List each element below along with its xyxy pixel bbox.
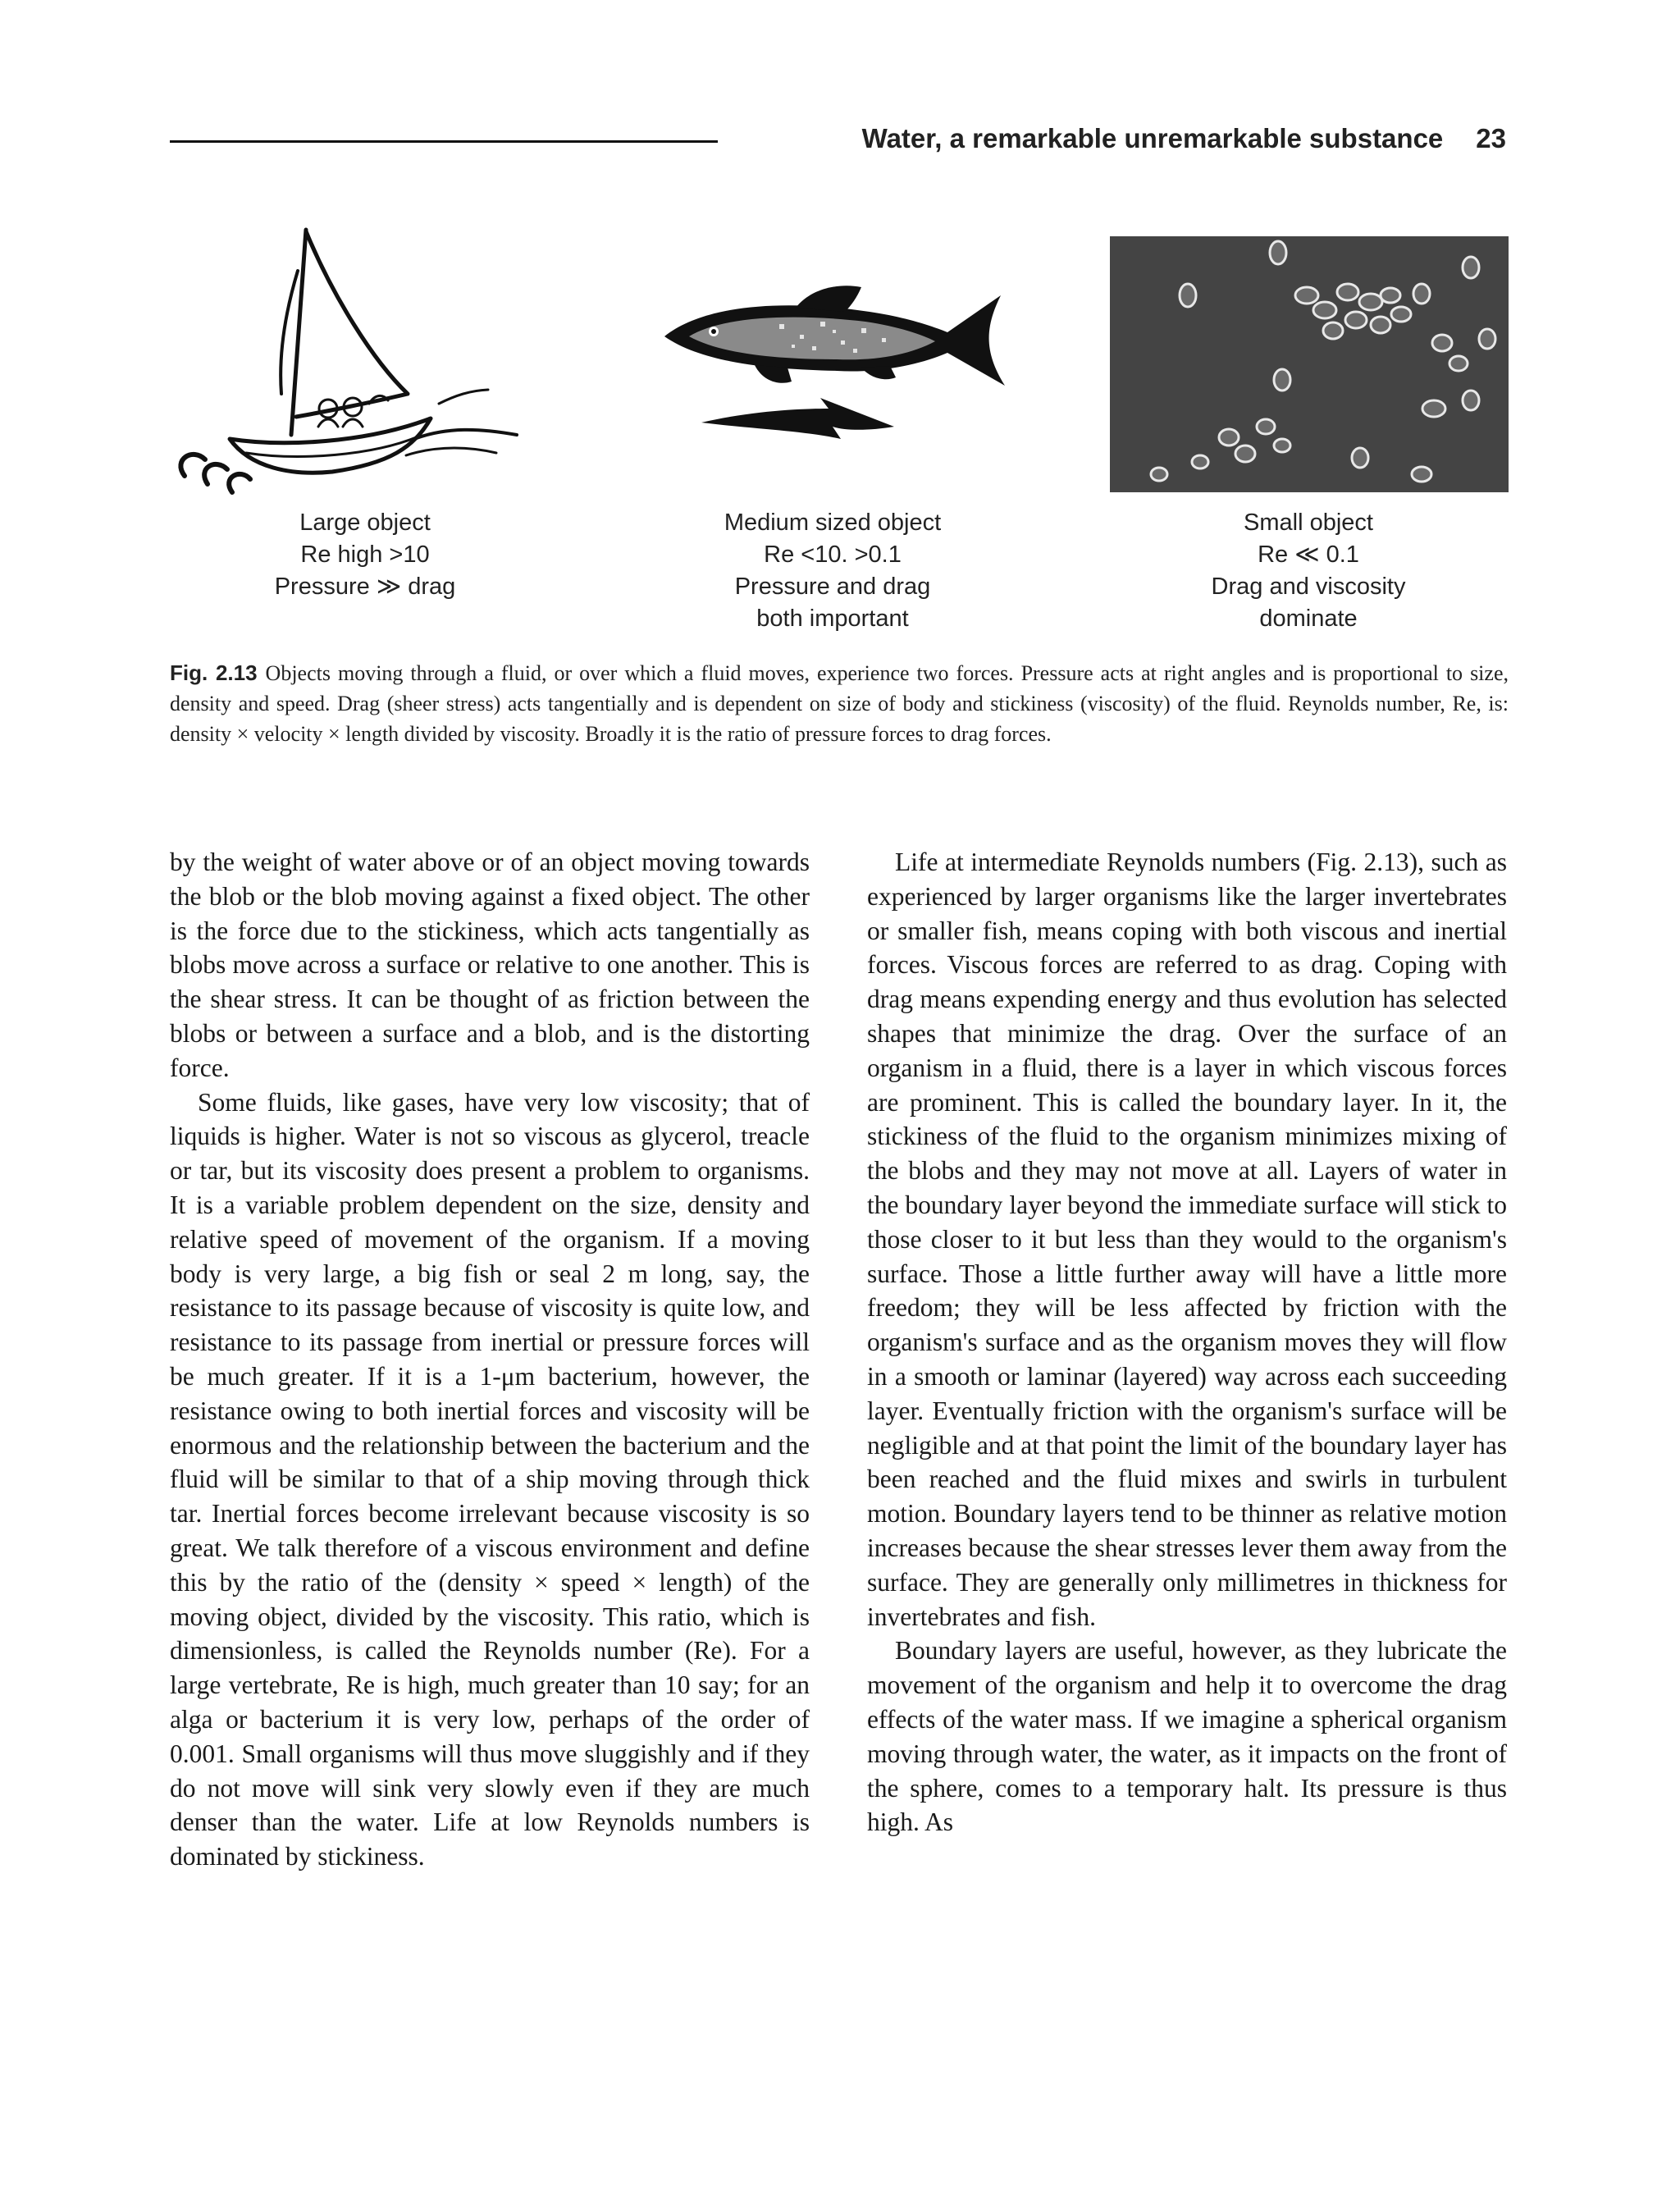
running-title: Water, a remarkable unremarkable substance [861, 123, 1444, 153]
figure-caption-text: Objects moving through a fluid, or over which a fluid moves, experience two forces. Pressure acts at right angles and is proportional to size, density and speed. Drag (sheer stress) acts tangentially and is dependent on size of body and stickiness (viscosity) of the fluid. Reynolds number, Re, is: density × velocity × length divided by viscosity. Broadly it is the ratio of pressure forces to drag forces. [170, 661, 1509, 746]
figure-caption [170, 658, 1509, 749]
caption-line: Pressure and drag [734, 574, 931, 600]
caption-line: Pressure ≫ drag [274, 574, 456, 600]
page-number: 23 [1476, 123, 1506, 153]
panel-caption-small [1185, 507, 1431, 635]
paragraph: Life at intermediate Reynolds numbers (Fig. 2.13), such as experienced by larger organisms like the larger invertebrates or smaller fish, means coping with both viscous and inertial forces. Viscous forces are referred to as drag. Coping with drag means expending energy and thus evolution has selected shapes that minimize the drag. Over the surface of an organism in a fluid, there is a layer in which viscous forces are prominent. This is called the boundary layer. In it, the stickiness of the fluid to the organism minimizes mixing of the blobs and they may not move at all. Layers of water in the boundary layer beyond the immediate surface will stick to those closer to it but less than they would to the organism's surface. Those a little further away will have a little more freedom; they will be less affected by friction with the organism's surface and as the organism moves they will flow in a smooth or laminar (layered) way across each succeeding layer. Eventually friction with the organism's surface will be negligible and at that point the limit of the boundary layer has been reached and the fluid mixes and swirls in turbulent motion. Boundary layers tend to be thinner as relative motion increases because the shear stresses lever them away from the surface. They are generally only millimetres in thickness for invertebrates and fish. [867, 848, 1507, 1631]
figure-label: Fig. 2.13 [170, 660, 258, 685]
caption-line: Re high >10 [300, 542, 430, 568]
caption-line: both important [756, 606, 909, 632]
panel-caption-large [242, 507, 488, 603]
header-rule [170, 140, 718, 143]
caption-line: Large object [299, 510, 431, 536]
sailboat-drawing [168, 222, 562, 505]
paragraph: Boundary layers are useful, however, as they lubricate the movement of the organism and help it to overcome the drag effects of the water mass. If we imagine a spherical organism moving through water, the water, as it impacts on the front of the sphere, comes to a temporary halt. Its pressure is thus high. As [867, 1636, 1507, 1837]
figure-panel-micrograph [1110, 236, 1509, 492]
bacteria-micrograph [1110, 236, 1509, 492]
figure-panel-sailboat [168, 222, 562, 505]
panel-caption-medium [701, 507, 964, 635]
caption-line: Drag and viscosity [1211, 574, 1406, 600]
caption-line: Small object [1244, 510, 1373, 536]
caption-line: Medium sized object [724, 510, 942, 536]
body-column-right [867, 845, 1507, 1839]
figure-panel-fish [656, 263, 1017, 476]
caption-line: Re <10. >0.1 [764, 542, 902, 568]
caption-line: Re ≪ 0.1 [1258, 542, 1359, 568]
fish-drawing [656, 263, 1017, 476]
caption-line: dominate [1259, 606, 1358, 632]
paragraph: by the weight of water above or of an object moving towards the blob or the blob moving against a fixed object. The other is the force due to the stickiness, which acts tangentially as blobs move across a surface or relative to one another. This is the shear stress. It can be thought of as friction between the blobs or between a surface and a blob, and is the distorting force. [170, 848, 810, 1082]
paragraph: Some fluids, like gases, have very low viscosity; that of liquids is higher. Water is not so viscous as glycerol, treacle or tar, but its viscosity does present a problem to organisms. It is a variable problem dependent on the size, density and relative speed of movement of the organism. If a moving body is very large, a big fish or seal 2 m long, say, the resistance to its passage because of viscosity is quite low, and resistance to its passage from inertial or pressure forces will be much greater. If it is a 1-μm bacterium, however, the resistance owing to both inertial forces and viscosity will be enormous and the relationship between the bacterium and the fluid will be similar to that of a ship moving through thick tar. Inertial forces become irrelevant because viscosity is so great. We talk therefore of a viscous environment and define this by the ratio of the (density × speed × length) of the moving object, divided by the viscosity. This ratio, which is dimensionless, is called the Reynolds number (Re). For a large vertebrate, Re is high, much greater than 10 say; for an alga or bacterium it is very low, perhaps of the order of 0.001. Small organisms will thus move sluggishly and if they do not move will sink very slowly even if they are much denser than the water. Life at low Reynolds numbers is dominated by stickiness. [170, 1087, 810, 1871]
running-header [862, 123, 1506, 154]
body-column-left [170, 845, 810, 1874]
